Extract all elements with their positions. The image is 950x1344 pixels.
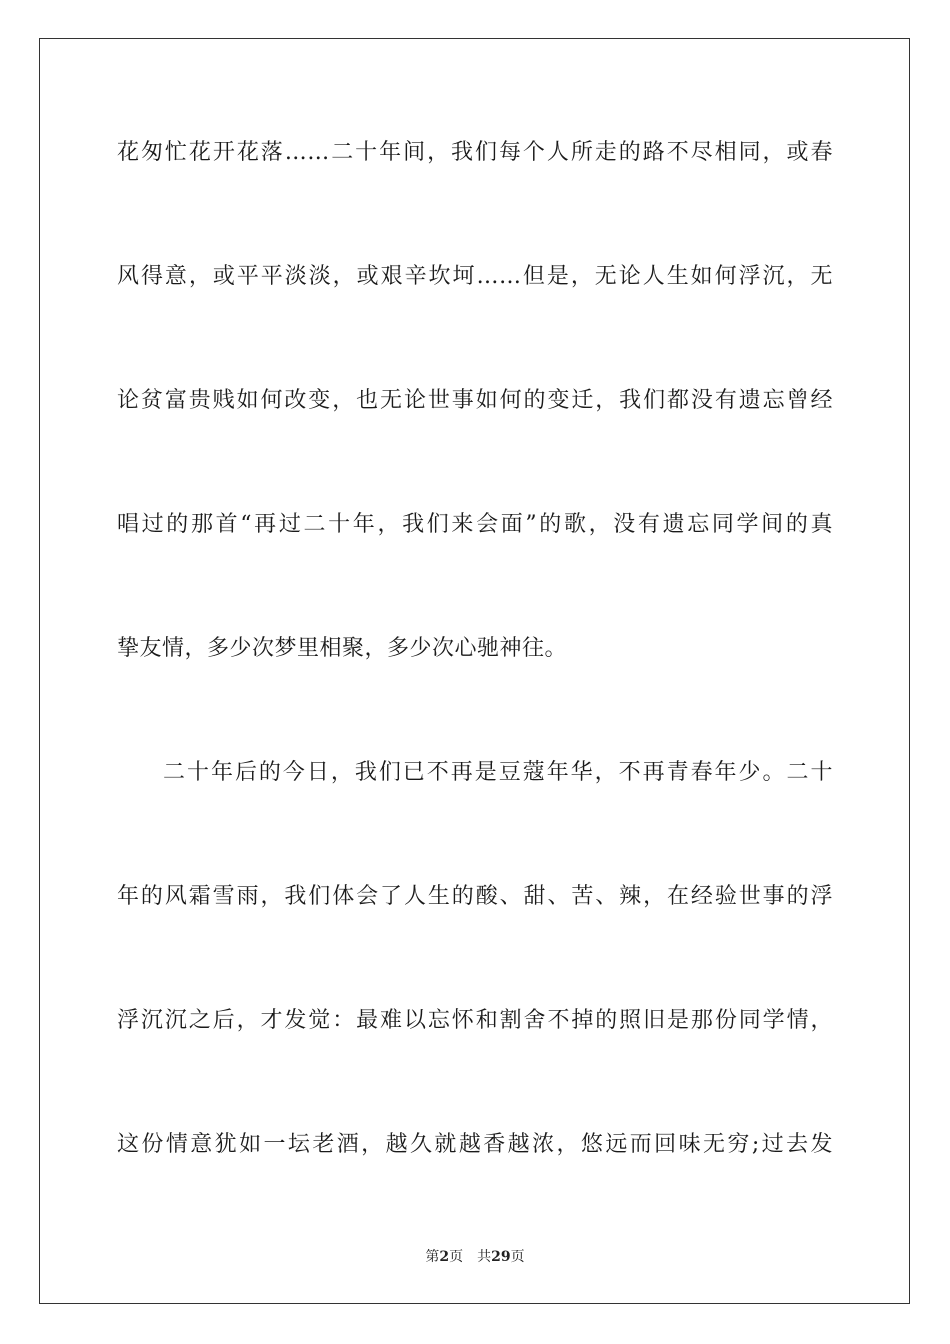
total-page-count: 29	[491, 1249, 511, 1265]
paragraph-first-line: 二十年后的今日，我们已不再是豆蔻年华，不再青春年少。二十	[163, 760, 833, 785]
text-line: 花匆忙花开花落……二十年间，我们每个人所走的路不尽相同，或春	[117, 140, 833, 165]
current-page-number: 2	[439, 1249, 450, 1265]
text-line: 论贫富贵贱如何改变，也无论世事如何的变迁，我们都没有遗忘曾经	[117, 388, 833, 413]
total-prefix: 共	[477, 1249, 492, 1265]
page-footer	[0, 1247, 950, 1267]
text-line: 唱过的那首“再过二十年，我们来会面”的歌，没有遗忘同学间的真	[117, 512, 833, 537]
text-line: 这份情意犹如一坛老酒，越久就越香越浓，悠远而回味无穷;过去发	[117, 1132, 833, 1157]
text-line: 年的风霜雪雨，我们体会了人生的酸、甜、苦、辣，在经验世事的浮	[117, 884, 833, 909]
total-suffix: 页	[510, 1249, 525, 1265]
page-frame	[39, 38, 910, 1304]
page-suffix: 页	[449, 1249, 464, 1265]
text-line: 浮沉沉之后，才发觉：最难以忘怀和割舍不掉的照旧是那份同学情，	[117, 1008, 833, 1033]
page-prefix: 第	[425, 1249, 440, 1265]
text-line: 挚友情，多少次梦里相聚，多少次心驰神往。	[117, 636, 568, 661]
text-line: 风得意，或平平淡淡，或艰辛坎坷……但是，无论人生如何浮沉，无	[117, 264, 833, 289]
